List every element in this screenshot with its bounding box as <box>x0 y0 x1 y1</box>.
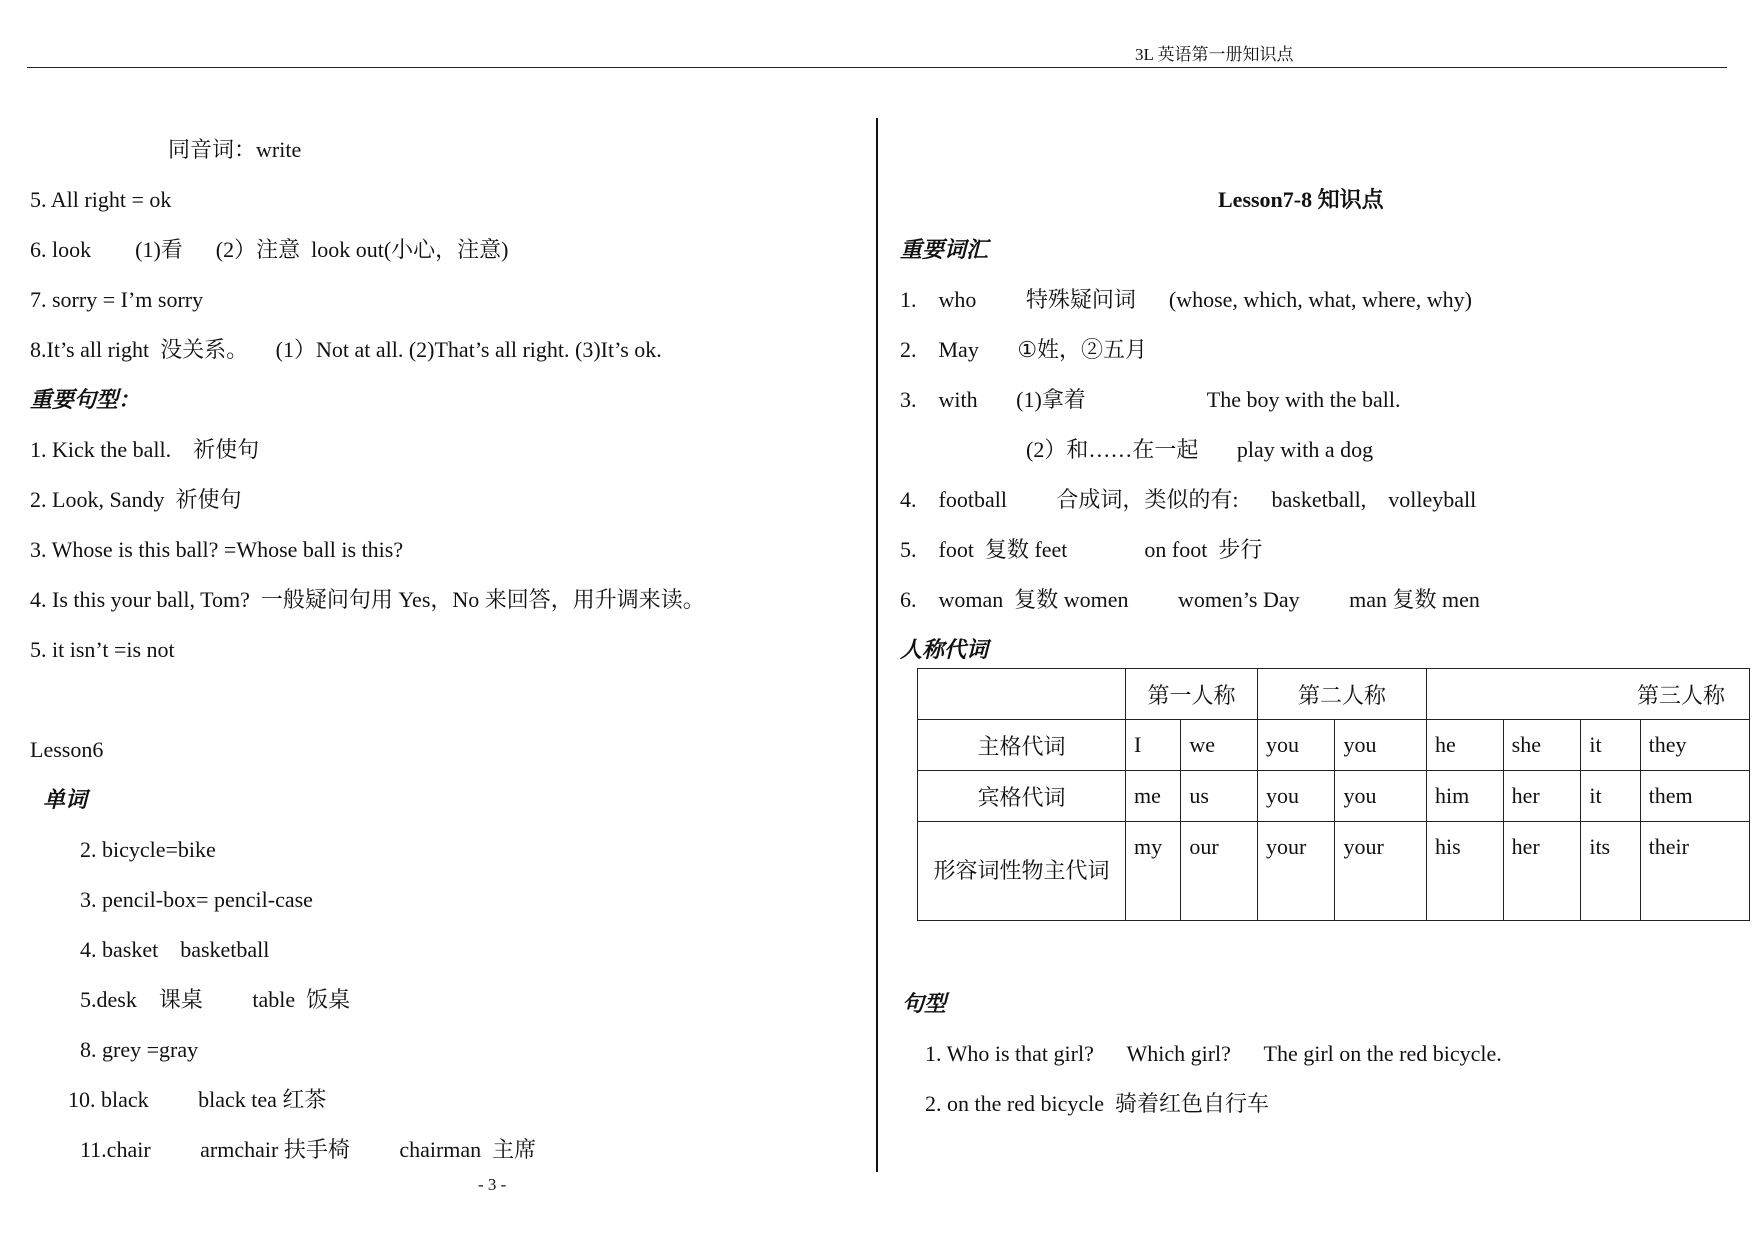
word-5: 5.desk 课桌 table 饭桌 <box>80 987 351 1012</box>
vocab-2: 2. May ①姓，②五月 <box>900 337 1148 362</box>
left-line-6: 6. look (1)看 (2）注意 look out(小心，注意) <box>30 237 509 262</box>
word-10: 10. black black tea 红茶 <box>68 1087 327 1112</box>
words-heading: 单词 <box>43 787 88 812</box>
lesson6-title: Lesson6 <box>30 737 104 762</box>
left-line-7: 7. sorry = I’m sorry <box>30 287 204 312</box>
vocab-4: 4. football 合成词，类似的有: basketball, volleyball <box>900 487 1477 512</box>
homophone-line: 同音词：write <box>168 137 302 162</box>
second-person-header: 第二人称 <box>1258 669 1427 720</box>
vocab-1: 1. who 特殊疑问词 (whose, which, what, where, why) <box>900 287 1472 312</box>
pattern-5: 5. it isn’t =is not <box>30 637 175 662</box>
header-title: 3L 英语第一册知识点 <box>1135 45 1294 64</box>
table-cell: my <box>1126 822 1181 921</box>
lesson7-8-title: Lesson7-8 知识点 <box>1218 187 1384 212</box>
table-cell: her <box>1503 771 1581 822</box>
vocab-5: 5. foot 复数 feet on foot 步行 <box>900 537 1263 562</box>
pattern-2: 2. Look, Sandy 祈使句 <box>30 487 242 512</box>
table-cell: his <box>1427 822 1504 921</box>
vocab-6: 6. woman 复数 women women’s Day man 复数 men <box>900 587 1480 612</box>
table-cell: they <box>1640 720 1749 771</box>
table-cell: our <box>1181 822 1258 921</box>
word-3: 3. pencil-box= pencil-case <box>80 887 313 912</box>
row-label: 主格代词 <box>918 720 1126 771</box>
table-cell: it <box>1581 720 1640 771</box>
sentence-patterns-heading: 重要句型： <box>30 387 141 412</box>
table-cell: he <box>1427 720 1504 771</box>
word-4: 4. basket basketball <box>80 937 270 962</box>
table-cell: her <box>1503 822 1581 921</box>
vocab-heading: 重要词汇 <box>900 237 989 262</box>
sentence-2: 2. on the red bicycle 骑着红色自行车 <box>925 1091 1269 1116</box>
vocab-3: 3. with (1)拿着 The boy with the ball. <box>900 387 1401 412</box>
word-11: 11.chair armchair 扶手椅 chairman 主席 <box>80 1137 537 1162</box>
word-2: 2. bicycle=bike <box>80 837 216 862</box>
pattern-3: 3. Whose is this ball? =Whose ball is this? <box>30 537 404 562</box>
vocab-3-sub: (2）和……在一起 play with a dog <box>1026 437 1374 462</box>
sentence-1: 1. Who is that girl? Which girl? The girl on the red bicycle. <box>925 1041 1502 1066</box>
pronoun-heading: 人称代词 <box>900 637 989 662</box>
table-header-row <box>918 669 1750 720</box>
pattern-4: 4. Is this your ball, Tom? 一般疑问句用 Yes，No 来回答，用升调来读。 <box>30 587 705 612</box>
table-row <box>918 720 1750 771</box>
column-divider <box>876 118 878 1172</box>
table-cell: them <box>1640 771 1749 822</box>
table-cell: your <box>1335 822 1427 921</box>
pattern-1: 1. Kick the ball. 祈使句 <box>30 437 260 462</box>
left-line-8: 8.It’s all right 没关系。 (1）Not at all. (2)That’s all right. (3)It’s ok. <box>30 337 662 362</box>
table-corner-cell <box>918 669 1126 720</box>
table-cell: you <box>1258 771 1335 822</box>
table-cell: you <box>1335 771 1427 822</box>
sentence-heading: 句型 <box>902 991 947 1016</box>
table-cell: me <box>1126 771 1181 822</box>
row-label: 形容词性物主代词 <box>918 822 1126 921</box>
table-row <box>918 771 1750 822</box>
header-rule <box>27 67 1727 68</box>
left-line-5: 5. All right = ok <box>30 187 172 212</box>
table-cell: its <box>1581 822 1640 921</box>
table-cell: him <box>1427 771 1504 822</box>
pronoun-table <box>917 668 1750 921</box>
table-cell: I <box>1126 720 1181 771</box>
table-cell: we <box>1181 720 1258 771</box>
table-cell: their <box>1640 822 1749 921</box>
table-cell: you <box>1258 720 1335 771</box>
table-cell: it <box>1581 771 1640 822</box>
row-label: 宾格代词 <box>918 771 1126 822</box>
table-cell: she <box>1503 720 1581 771</box>
table-row <box>918 822 1750 921</box>
third-person-header: 第三人称 <box>1427 669 1750 720</box>
page-number: - 3 - <box>478 1175 507 1194</box>
word-8: 8. grey =gray <box>80 1037 199 1062</box>
table-cell: you <box>1335 720 1427 771</box>
table-cell: us <box>1181 771 1258 822</box>
table-cell: your <box>1258 822 1335 921</box>
first-person-header: 第一人称 <box>1126 669 1258 720</box>
